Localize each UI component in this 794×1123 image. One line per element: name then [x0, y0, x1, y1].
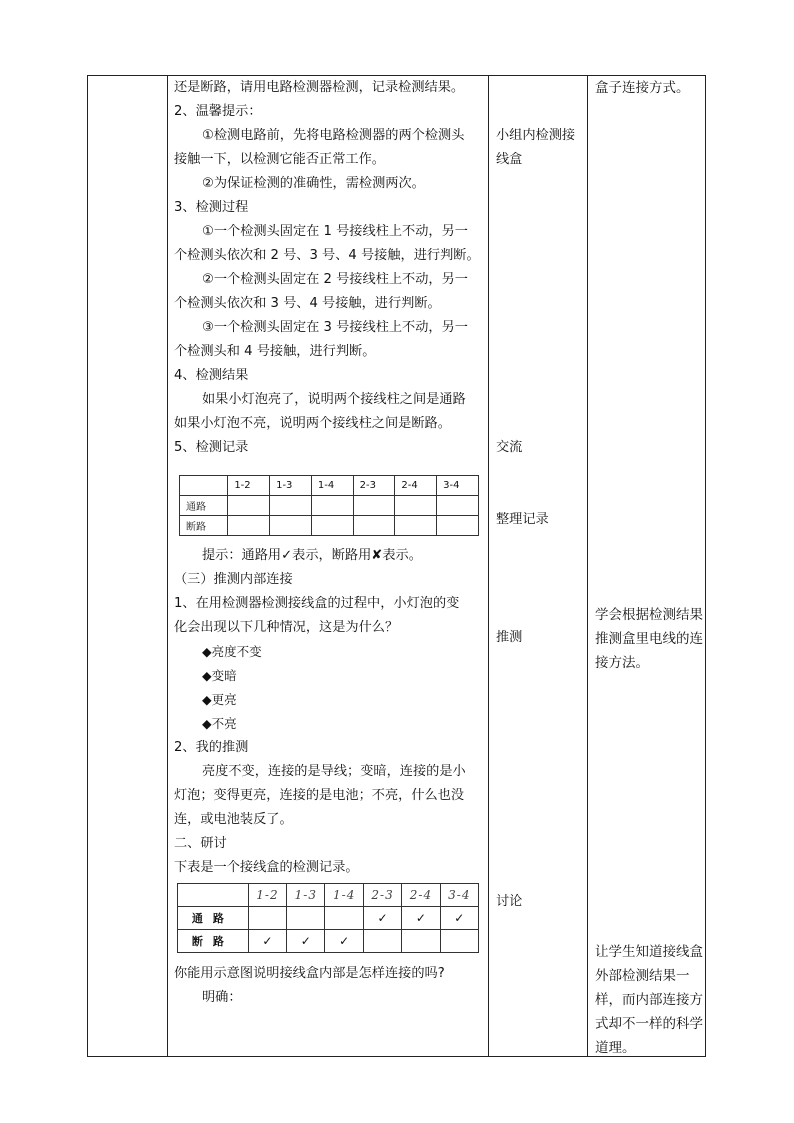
text-line: 4、检测结果 — [174, 368, 249, 383]
table-header-cell — [180, 476, 228, 496]
activity-label: 线盒 — [496, 152, 523, 167]
activity-label: 整理记录 — [496, 512, 549, 527]
text-line: ③一个检测头固定在 3 号接线柱上不动，另一 — [202, 320, 468, 335]
row-label: 断路 — [178, 930, 249, 953]
text-line: 你能用示意图说明接线盒内部是怎样连接的吗? — [174, 966, 445, 981]
table-cell: ✓ — [363, 907, 401, 930]
table-cell — [353, 496, 395, 516]
intent-text: 盒子连接方式。 — [595, 80, 690, 96]
table-header-cell: 2-3 — [363, 884, 401, 907]
column-divider — [167, 75, 168, 1057]
table-cell — [325, 907, 363, 930]
text-line: 如果小灯泡不亮，说明两个接线柱之间是断路。 — [174, 416, 451, 431]
activity-label: 交流 — [496, 440, 523, 455]
table-cell — [363, 930, 401, 953]
table-cell — [248, 907, 286, 930]
section-heading: 二、研讨 — [174, 836, 227, 851]
text-line: 2、我的推测 — [174, 740, 249, 755]
text-line: ②为保证检测的准确性，需检测两次。 — [202, 176, 425, 191]
intent-text: 学会根据检测结果推测盒里电线的连接方法。 — [595, 607, 703, 671]
table-cell: ✓ — [325, 930, 363, 953]
table-cell — [395, 516, 437, 536]
text-line: 灯泡；变得更亮，连接的是电池；不亮，什么也没 — [174, 788, 465, 803]
table-header-cell: 1-2 — [228, 476, 270, 496]
text-line: ②一个检测头固定在 2 号接线柱上不动，另一 — [202, 272, 468, 287]
table-cell — [311, 516, 353, 536]
detection-record-table — [179, 475, 479, 536]
activity-label: 讨论 — [496, 894, 523, 909]
table-cell — [228, 496, 270, 516]
table-header-cell: 3-4 — [437, 476, 479, 496]
table-row — [178, 930, 479, 953]
table-header-cell: 1-3 — [270, 476, 312, 496]
table-header-cell: 3-4 — [440, 884, 478, 907]
table-header-cell: 2-4 — [395, 476, 437, 496]
table-row — [178, 907, 479, 930]
table-cell — [402, 930, 440, 953]
text-line: 如果小灯泡亮了，说明两个接线柱之间是通路 — [202, 392, 466, 407]
bullet-item: ◆更亮 — [202, 692, 237, 707]
table-cell: ✓ — [287, 930, 325, 953]
table-cell — [353, 516, 395, 536]
table-header-row — [178, 884, 479, 907]
table-header-row — [180, 476, 479, 496]
text-line: 还是断路，请用电路检测器检测，记录检测结果。 — [174, 80, 465, 95]
table-cell — [270, 496, 312, 516]
text-line: 接触一下，以检测它能否正常工作。 — [174, 152, 385, 167]
table-row — [180, 496, 479, 516]
text-line: 连，或电池装反了。 — [174, 812, 293, 827]
activity-label: 推测 — [496, 630, 523, 645]
bullet-item: ◆不亮 — [202, 716, 237, 731]
text-line: ①一个检测头固定在 1 号接线柱上不动，另一 — [202, 224, 468, 239]
text-line: 1、在用检测器检测接线盒的过程中，小灯泡的变 — [174, 596, 460, 611]
text-line: 下表是一个接线盒的检测记录。 — [174, 860, 359, 875]
table-header-cell: 2-4 — [402, 884, 440, 907]
column-divider — [587, 75, 588, 1057]
table-header-cell: 1-2 — [248, 884, 286, 907]
tip-text: 提示：通路用✓表示，断路用✘表示。 — [202, 548, 422, 563]
table-cell — [437, 496, 479, 516]
column-divider — [488, 75, 489, 1057]
table-cell — [395, 496, 437, 516]
table-header-cell: 1-3 — [287, 884, 325, 907]
table-cell: ✓ — [440, 907, 478, 930]
table-row — [180, 516, 479, 536]
table-cell — [437, 516, 479, 536]
table-header-cell — [178, 884, 249, 907]
text-line: 个检测头和 4 号接触，进行判断。 — [174, 344, 376, 359]
bullet-item: ◆亮度不变 — [202, 644, 262, 659]
table-cell — [287, 907, 325, 930]
text-line: 明确： — [202, 990, 242, 1005]
row-label: 通路 — [180, 496, 228, 516]
activity-label: 小组内检测接 — [496, 128, 576, 143]
table-cell — [311, 496, 353, 516]
table-cell — [228, 516, 270, 536]
text-line: 化会出现以下几种情况，这是为什么？ — [174, 620, 399, 635]
table-header-cell: 1-4 — [325, 884, 363, 907]
table-cell — [440, 930, 478, 953]
row-label: 通路 — [178, 907, 249, 930]
text-line: 个检测头依次和 2 号、3 号、4 号接触，进行判断。 — [174, 248, 480, 263]
text-line: ①检测电路前，先将电路检测器的两个检测头 — [202, 128, 465, 143]
table-cell: ✓ — [402, 907, 440, 930]
text-line: 个检测头依次和 3 号、4 号接触，进行判断。 — [174, 296, 441, 311]
text-line: 亮度不变，连接的是导线；变暗，连接的是小 — [202, 764, 466, 779]
table-cell — [270, 516, 312, 536]
text-line: 2、温馨提示： — [174, 104, 262, 119]
section-heading: （三）推测内部连接 — [174, 572, 293, 587]
table-header-cell: 2-3 — [353, 476, 395, 496]
wiring-box-record-table — [177, 883, 479, 953]
text-line: 3、检测过程 — [174, 200, 249, 215]
row-label: 断路 — [180, 516, 228, 536]
bullet-item: ◆变暗 — [202, 668, 237, 683]
table-cell: ✓ — [248, 930, 286, 953]
text-line: 5、检测记录 — [174, 440, 249, 455]
intent-text: 让学生知道接线盒外部检测结果一样，而内部连接方式却不一样的科学道理。 — [595, 944, 703, 1056]
table-header-cell: 1-4 — [311, 476, 353, 496]
